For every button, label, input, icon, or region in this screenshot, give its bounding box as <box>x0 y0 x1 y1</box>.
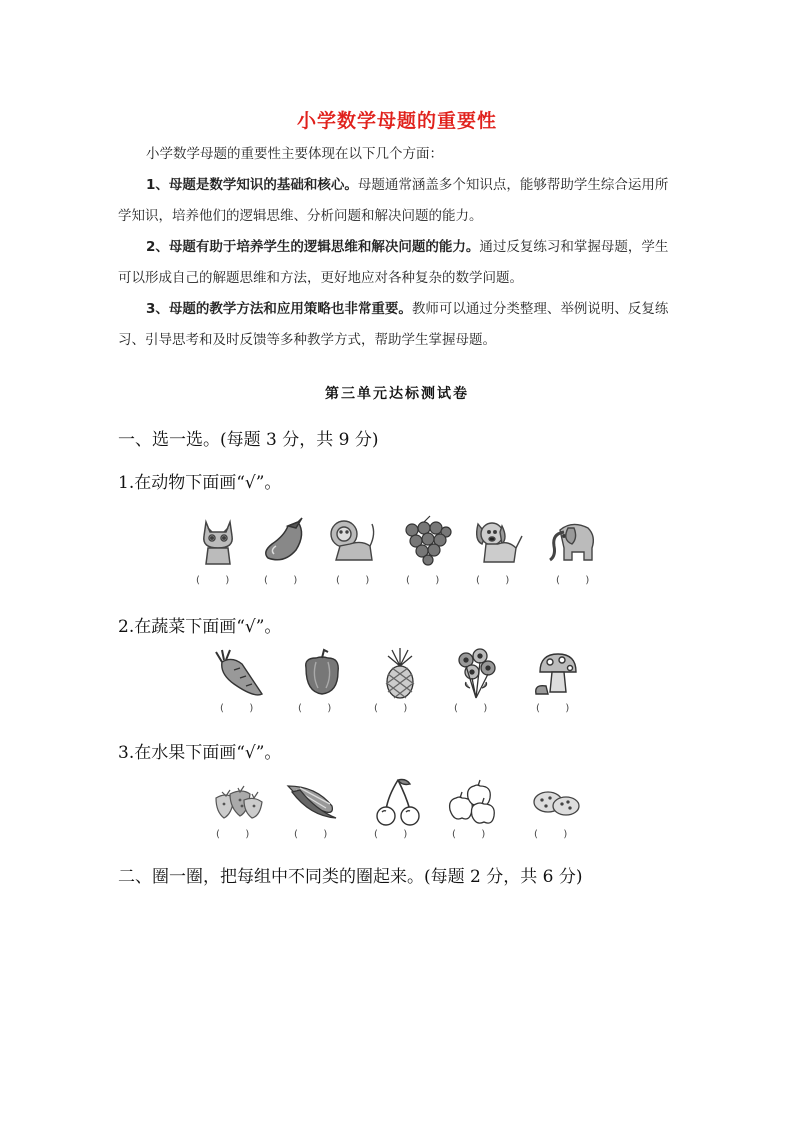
answer-blank[interactable]: ( ) <box>534 829 568 840</box>
dog-icon <box>472 514 524 566</box>
exam-title: 第三单元达标测试卷 <box>325 386 469 402</box>
lion-icon <box>326 514 378 566</box>
answer-blank[interactable]: ( ) <box>196 575 230 586</box>
answer-blank[interactable]: ( ) <box>452 829 486 840</box>
answer-blank[interactable]: ( ) <box>374 703 408 714</box>
point-lead-3: 3、母题的教学方法和应用策略也非常重要。 <box>146 301 412 317</box>
carrot-icon <box>214 648 266 700</box>
answer-blank[interactable]: ( ) <box>298 703 332 714</box>
answer-blank[interactable]: ( ) <box>374 829 408 840</box>
apples-icon <box>446 776 498 828</box>
pineapple-icon <box>374 648 426 700</box>
answer-blank[interactable]: ( ) <box>454 703 488 714</box>
cat-icon <box>192 514 244 566</box>
section-heading-2: 二、圈一圈，把每组中不同类的圈起来。(每题 2 分，共 6 分) <box>118 867 583 887</box>
answer-blank[interactable]: ( ) <box>556 575 590 586</box>
grapes-icon <box>400 514 452 566</box>
answer-blank[interactable]: ( ) <box>294 829 328 840</box>
corn-icon <box>286 776 338 828</box>
point-lead-1: 1、母题是数学知识的基础和核心。 <box>146 177 358 193</box>
answer-blank[interactable]: ( ) <box>216 829 250 840</box>
document-title: 小学数学母题的重要性 <box>296 110 497 132</box>
strawberries-icon <box>212 776 264 828</box>
intro-paragraph: 小学数学母题的重要性主要体现在以下几个方面： <box>146 146 443 162</box>
point-lead-2: 2、母题有助于培养学生的逻辑思维和解决问题的能力。 <box>146 239 480 255</box>
mushroom-icon <box>530 648 582 700</box>
point-paragraph-3 <box>118 294 678 356</box>
section-heading-1: 一、选一选。(每题 3 分，共 9 分) <box>118 430 379 450</box>
answer-blank[interactable]: ( ) <box>220 703 254 714</box>
point-body-3: 教师可以通过分类整理、举例说明、反复练习、引导思考和及时反馈等多种教学方式，帮助学生掌握母题。 <box>118 301 669 348</box>
point-paragraph-1 <box>118 170 678 232</box>
point-body-2: 通过反复练习和掌握母题，学生可以形成自己的解题思维和方法，更好地应对各种复杂的数学问题。 <box>118 239 669 286</box>
answer-blank[interactable]: ( ) <box>406 575 440 586</box>
answer-blank[interactable]: ( ) <box>264 575 298 586</box>
answer-blank[interactable]: ( ) <box>336 575 370 586</box>
flowers-icon <box>450 648 502 700</box>
elephant-icon <box>546 514 598 566</box>
answer-blank[interactable]: ( ) <box>476 575 510 586</box>
question-2-prompt: 2.在蔬菜下面画“√”。 <box>118 617 282 637</box>
cherries-icon <box>372 776 424 828</box>
pepper-icon <box>296 648 348 700</box>
answer-blank[interactable]: ( ) <box>536 703 570 714</box>
point-body-1: 母题通常涵盖多个知识点，能够帮助学生综合运用所学知识，培养他们的逻辑思维、分析问题和解决问题的能力。 <box>118 177 669 224</box>
potatoes-icon <box>530 776 582 828</box>
question-3-prompt: 3.在水果下面画“√”。 <box>118 743 282 763</box>
eggplant-icon <box>258 514 310 566</box>
question-1-prompt: 1.在动物下面画“√”。 <box>118 473 282 493</box>
point-paragraph-2 <box>118 232 678 294</box>
